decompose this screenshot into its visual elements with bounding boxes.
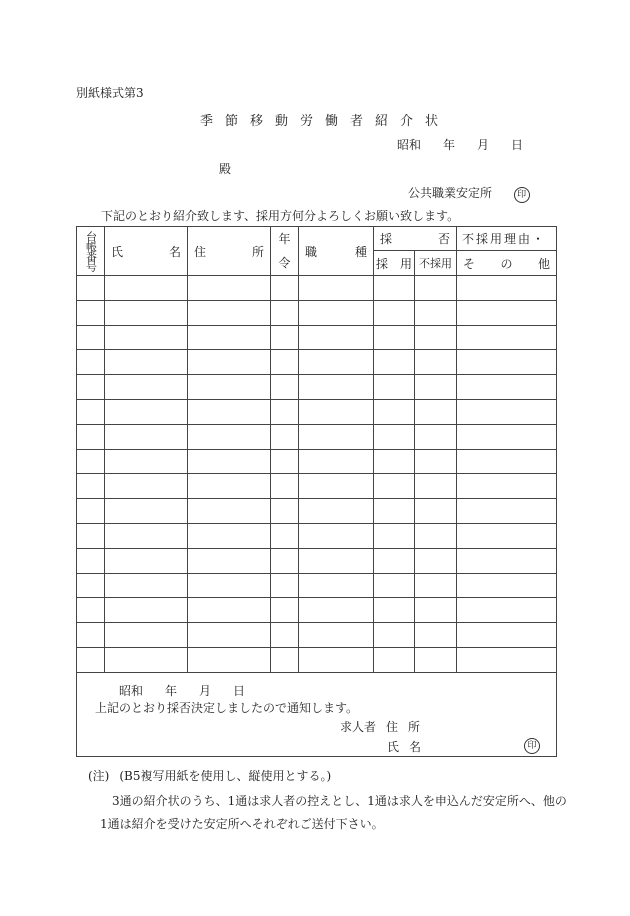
reason-cell[interactable] [457, 375, 557, 400]
header-age: 年 令 [271, 227, 299, 276]
age-cell[interactable] [271, 300, 299, 325]
reply-date: 昭和 年 月 日 [119, 684, 246, 698]
header-job: 職 種 [299, 227, 374, 276]
header-name: 氏 名 [105, 227, 188, 276]
employer-name: 氏 名 [387, 740, 422, 754]
age-cell[interactable] [271, 623, 299, 648]
age-cell[interactable] [271, 375, 299, 400]
note-paper: (注) (B5複写用紙を使用し、縦使用とする。) [88, 769, 332, 783]
name-cell[interactable] [105, 300, 188, 325]
job-cell[interactable] [299, 499, 374, 524]
ledger-no-cell[interactable] [77, 276, 105, 301]
hired-cell[interactable] [374, 375, 415, 400]
referral-table [76, 226, 557, 673]
table-row [77, 573, 557, 598]
date-year: 年 [443, 138, 456, 152]
ledger-no-cell[interactable] [77, 300, 105, 325]
hired-cell[interactable] [374, 499, 415, 524]
reason-cell[interactable] [457, 325, 557, 350]
address-cell[interactable] [188, 474, 271, 499]
age-cell[interactable] [271, 598, 299, 623]
table-row [77, 499, 557, 524]
name-cell[interactable] [105, 424, 188, 449]
reply-text: 上記のとおり採否決定しましたので通知します。 [95, 701, 359, 715]
reason-cell[interactable] [457, 623, 557, 648]
job-cell[interactable] [299, 276, 374, 301]
job-cell[interactable] [299, 300, 374, 325]
reason-cell[interactable] [457, 276, 557, 301]
name-cell[interactable] [105, 647, 188, 672]
header-reason-top: 不採用理由・ [457, 227, 557, 251]
job-cell[interactable] [299, 474, 374, 499]
reason-cell[interactable] [457, 300, 557, 325]
address-cell[interactable] [188, 449, 271, 474]
ledger-no-cell[interactable] [77, 325, 105, 350]
reason-cell[interactable] [457, 598, 557, 623]
hired-cell[interactable] [374, 523, 415, 548]
age-cell[interactable] [271, 399, 299, 424]
not-hired-cell[interactable] [415, 325, 457, 350]
age-cell[interactable] [271, 523, 299, 548]
job-cell[interactable] [299, 573, 374, 598]
address-cell[interactable] [188, 350, 271, 375]
reason-cell[interactable] [457, 449, 557, 474]
employer-address: 求人者 住 所 [340, 720, 421, 734]
issuer-name: 公共職業安定所 [408, 186, 493, 200]
issuer [408, 184, 530, 203]
address-cell[interactable] [188, 623, 271, 648]
job-cell[interactable] [299, 325, 374, 350]
address-cell[interactable] [188, 598, 271, 623]
not-hired-cell[interactable] [415, 375, 457, 400]
address-cell[interactable] [188, 375, 271, 400]
header-hired: 採 用 [374, 251, 415, 276]
age-cell[interactable] [271, 449, 299, 474]
address-cell[interactable] [188, 523, 271, 548]
hired-cell[interactable] [374, 325, 415, 350]
table-row [77, 548, 557, 573]
ledger-no-cell[interactable] [77, 647, 105, 672]
ledger-no-cell[interactable] [77, 449, 105, 474]
hired-cell[interactable] [374, 399, 415, 424]
name-cell[interactable] [105, 573, 188, 598]
job-cell[interactable] [299, 375, 374, 400]
age-cell[interactable] [271, 276, 299, 301]
hired-cell[interactable] [374, 350, 415, 375]
address-cell[interactable] [188, 300, 271, 325]
table-row [77, 399, 557, 424]
ledger-no-cell[interactable] [77, 375, 105, 400]
issue-date [397, 136, 523, 153]
reason-cell[interactable] [457, 548, 557, 573]
note-line-2: 1通は紹介を受けた安定所へそれぞれご送付下さい。 [100, 817, 384, 831]
table-row [77, 523, 557, 548]
ledger-no-cell[interactable] [77, 573, 105, 598]
reason-cell[interactable] [457, 647, 557, 672]
header-not-hired: 不採用 [415, 251, 457, 276]
ledger-no-cell[interactable] [77, 474, 105, 499]
reason-cell[interactable] [457, 523, 557, 548]
ledger-no-cell[interactable] [77, 499, 105, 524]
ledger-no-cell[interactable] [77, 548, 105, 573]
not-hired-cell[interactable] [415, 598, 457, 623]
hired-cell[interactable] [374, 449, 415, 474]
reason-cell[interactable] [457, 350, 557, 375]
not-hired-cell[interactable] [415, 573, 457, 598]
table-row [77, 598, 557, 623]
table-row [77, 276, 557, 301]
age-cell[interactable] [271, 474, 299, 499]
name-cell[interactable] [105, 548, 188, 573]
job-cell[interactable] [299, 350, 374, 375]
job-cell[interactable] [299, 598, 374, 623]
intro-text: 下記のとおり紹介致します、採用方何分よろしくお願い致します。 [101, 209, 460, 223]
address-cell[interactable] [188, 325, 271, 350]
hired-cell[interactable] [374, 573, 415, 598]
not-hired-cell[interactable] [415, 276, 457, 301]
header-address: 住 所 [188, 227, 271, 276]
hired-cell[interactable] [374, 424, 415, 449]
job-cell[interactable] [299, 449, 374, 474]
seal-icon: 印 [514, 187, 530, 203]
table-row [77, 325, 557, 350]
date-month: 月 [477, 138, 490, 152]
job-cell[interactable] [299, 623, 374, 648]
hired-cell[interactable] [374, 647, 415, 672]
address-cell[interactable] [188, 647, 271, 672]
job-cell[interactable] [299, 548, 374, 573]
header-reason-bottom: そ の 他 [457, 251, 557, 276]
form-number: 別紙様式第3 [76, 86, 144, 100]
job-cell[interactable] [299, 399, 374, 424]
addressee-suffix: 殿 [219, 162, 232, 176]
hired-cell[interactable] [374, 276, 415, 301]
name-cell[interactable] [105, 350, 188, 375]
table-row [77, 375, 557, 400]
not-hired-cell[interactable] [415, 300, 457, 325]
job-cell[interactable] [299, 424, 374, 449]
table-row [77, 350, 557, 375]
ledger-no-cell[interactable] [77, 523, 105, 548]
name-cell[interactable] [105, 499, 188, 524]
ledger-no-cell[interactable] [77, 424, 105, 449]
table-row [77, 300, 557, 325]
not-hired-cell[interactable] [415, 623, 457, 648]
address-cell[interactable] [188, 276, 271, 301]
reason-cell[interactable] [457, 499, 557, 524]
ledger-no-cell[interactable] [77, 350, 105, 375]
ledger-no-cell[interactable] [77, 623, 105, 648]
date-era: 昭和 [397, 138, 422, 152]
not-hired-cell[interactable] [415, 449, 457, 474]
name-cell[interactable] [105, 375, 188, 400]
note-line-1: 3通の紹介状のうち、1通は求人者の控えとし、1通は求人を申込んだ安定所へ、他の [112, 794, 567, 808]
not-hired-cell[interactable] [415, 548, 457, 573]
age-cell[interactable] [271, 325, 299, 350]
reason-cell[interactable] [457, 573, 557, 598]
ledger-no-cell[interactable] [77, 598, 105, 623]
table-row [77, 449, 557, 474]
name-cell[interactable] [105, 523, 188, 548]
address-cell[interactable] [188, 424, 271, 449]
table-row [77, 474, 557, 499]
age-cell[interactable] [271, 573, 299, 598]
table-row [77, 623, 557, 648]
name-cell[interactable] [105, 598, 188, 623]
address-cell[interactable] [188, 499, 271, 524]
header-ledger-no: 台帳番号 [77, 227, 105, 276]
age-cell[interactable] [271, 350, 299, 375]
address-cell[interactable] [188, 548, 271, 573]
not-hired-cell[interactable] [415, 399, 457, 424]
age-cell[interactable] [271, 647, 299, 672]
age-cell[interactable] [271, 499, 299, 524]
not-hired-cell[interactable] [415, 499, 457, 524]
job-cell[interactable] [299, 523, 374, 548]
hired-cell[interactable] [374, 300, 415, 325]
not-hired-cell[interactable] [415, 424, 457, 449]
name-cell[interactable] [105, 399, 188, 424]
reason-cell[interactable] [457, 399, 557, 424]
decision-reply-box [76, 672, 557, 757]
name-cell[interactable] [105, 276, 188, 301]
page-title: 季節移動労働者紹介状 [200, 114, 451, 129]
address-cell[interactable] [188, 399, 271, 424]
name-cell[interactable] [105, 623, 188, 648]
date-day: 日 [511, 138, 524, 152]
header-decision: 採 否 [374, 227, 457, 251]
name-cell[interactable] [105, 325, 188, 350]
reason-cell[interactable] [457, 474, 557, 499]
reason-cell[interactable] [457, 424, 557, 449]
table-row [77, 647, 557, 672]
job-cell[interactable] [299, 647, 374, 672]
name-cell[interactable] [105, 449, 188, 474]
ledger-no-cell[interactable] [77, 399, 105, 424]
hired-cell[interactable] [374, 598, 415, 623]
not-hired-cell[interactable] [415, 647, 457, 672]
not-hired-cell[interactable] [415, 474, 457, 499]
table-row [77, 424, 557, 449]
hired-cell[interactable] [374, 623, 415, 648]
age-cell[interactable] [271, 424, 299, 449]
seal-icon: 印 [524, 738, 540, 754]
not-hired-cell[interactable] [415, 523, 457, 548]
age-cell[interactable] [271, 548, 299, 573]
hired-cell[interactable] [374, 474, 415, 499]
hired-cell[interactable] [374, 548, 415, 573]
address-cell[interactable] [188, 573, 271, 598]
not-hired-cell[interactable] [415, 350, 457, 375]
name-cell[interactable] [105, 474, 188, 499]
